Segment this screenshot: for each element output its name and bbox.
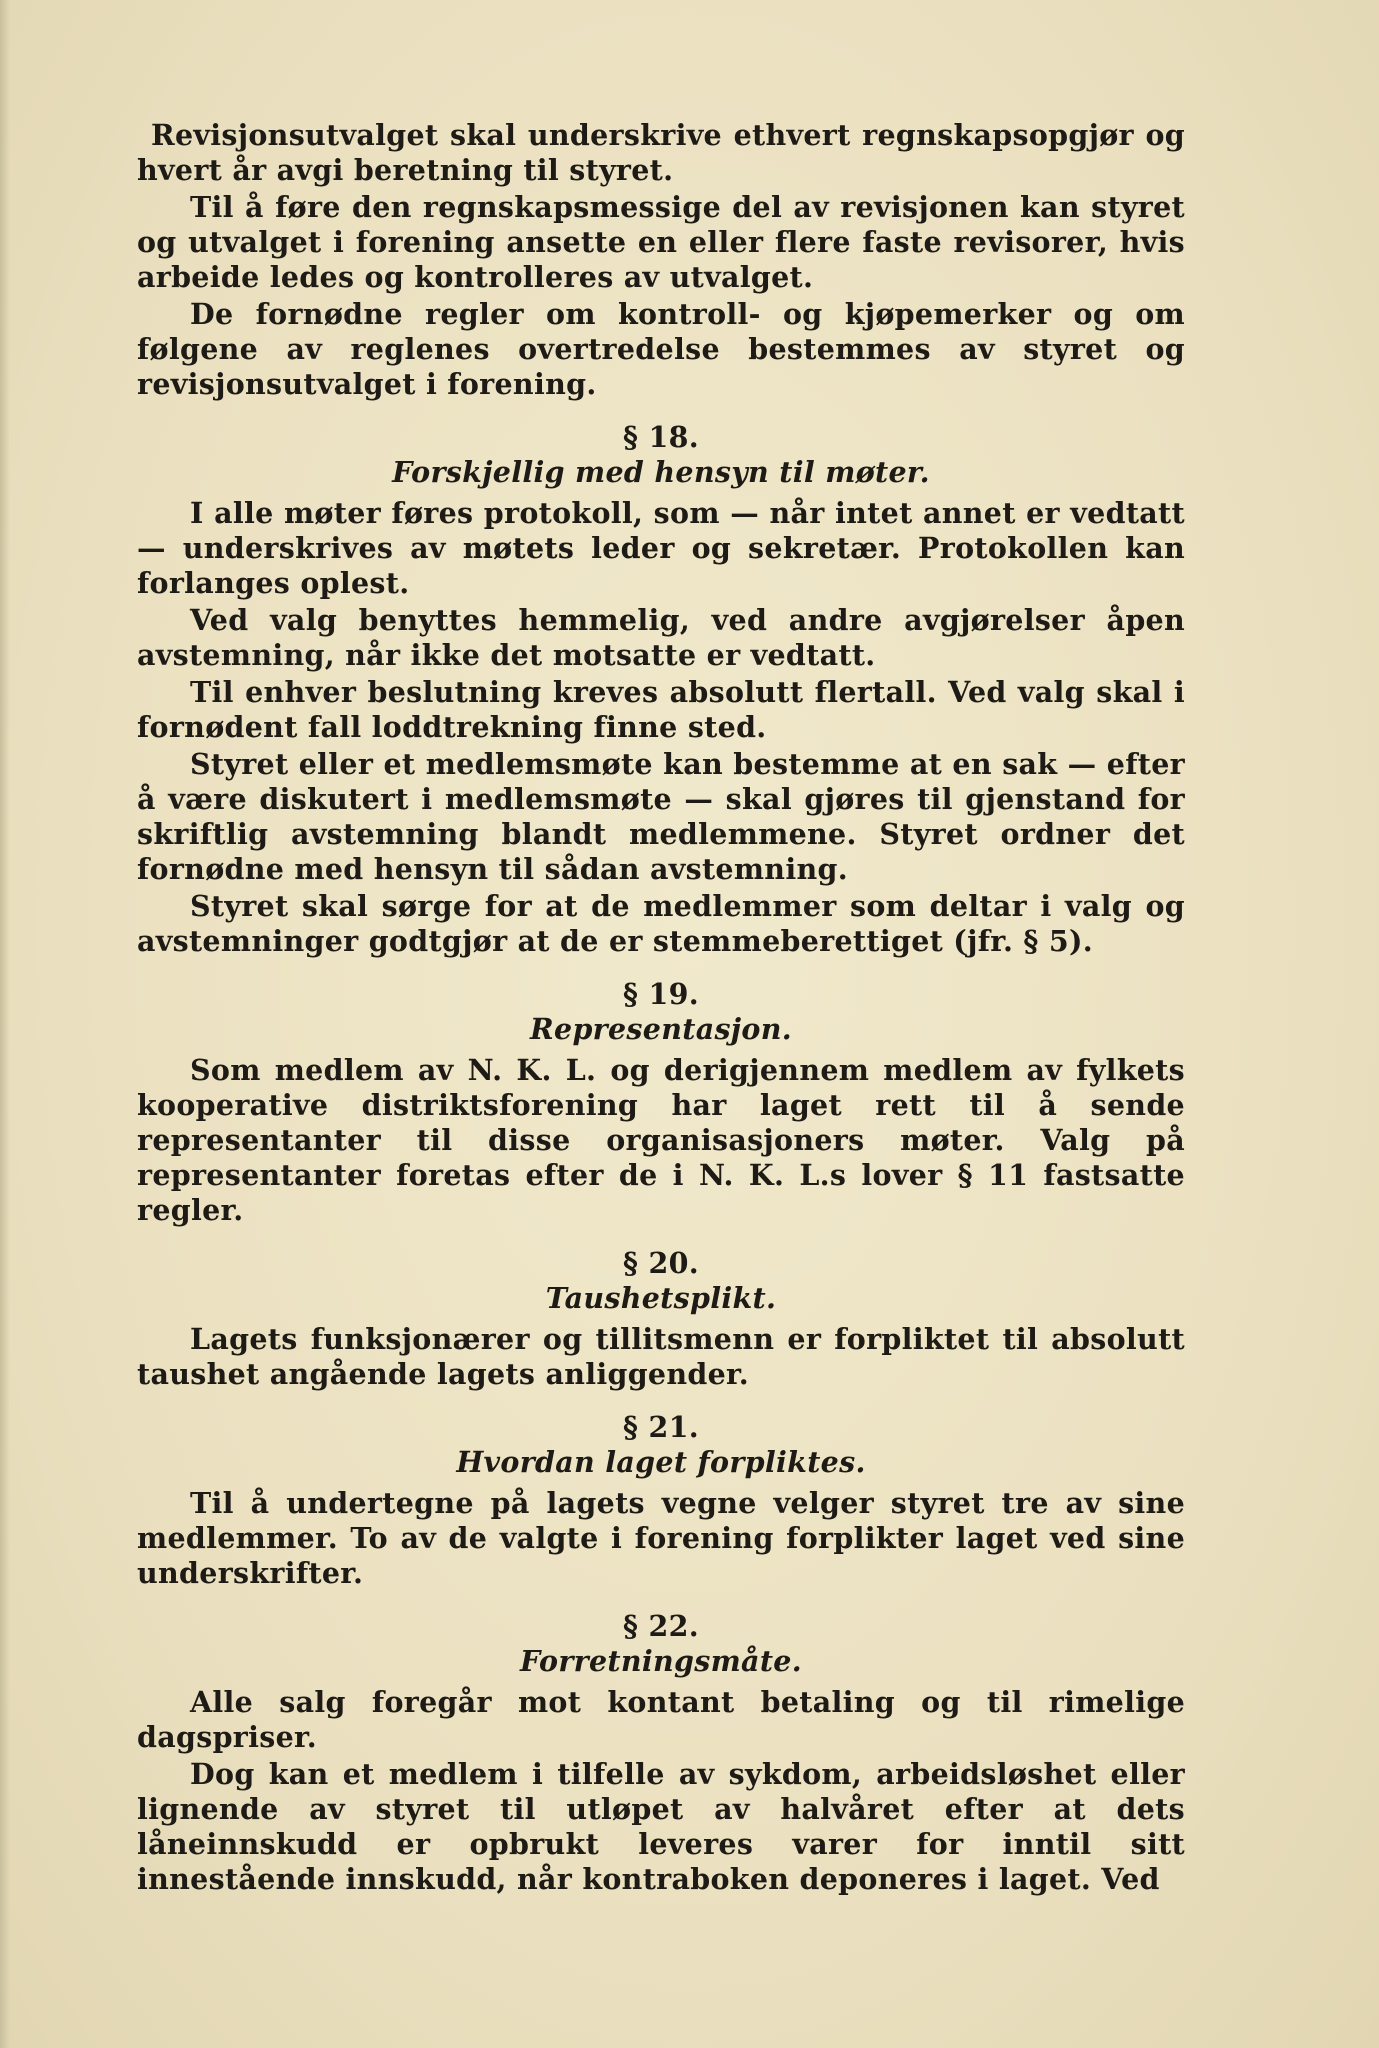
page-edge-shadow — [0, 0, 10, 2048]
section-18-title: Forskjellig med hensyn til møter. — [392, 455, 930, 489]
section-22-paragraph-2: Dog kan et medlem i tilfelle av sykdom, arbeidsløshet eller lignende av styret til utløpet av halvåret efter at dets låneinnskudd er opbrukt leveres varer for inntil sitt innestående innskudd, når kontraboken deponeres i laget. Ved — [137, 1757, 1185, 1896]
section-21-paragraph-1: Til å undertegne på lagets vegne velger styret tre av sine medlemmer. To av de valgte i forening forplikter laget ved sine underskrifter. — [137, 1486, 1185, 1590]
section-18-paragraph-4: Styret eller et medlemsmøte kan bestemme at en sak — efter å være diskutert i medlemsmøte — skal gjøres til gjenstand for skriftlig avstemning blandt medlemmene. Styret ordner det fornødne med hensyn til sådan avstemning. — [137, 747, 1185, 886]
section-22-title: Forretningsmåte. — [520, 1644, 802, 1678]
section-21-title: Hvordan laget forpliktes. — [456, 1445, 866, 1479]
intro-paragraph-1: Revisjonsutvalget skal underskrive ethvert regnskapsopgjør og hvert år avgi beretning til styret. — [137, 118, 1185, 187]
section-21-number: § 21. — [623, 1410, 699, 1444]
intro-paragraph-3: De fornødne regler om kontroll- og kjøpemerker og om følgene av reglenes overtredelse bestemmes av styret og revisjonsutvalget i forening. — [137, 297, 1185, 401]
section-20-title: Taushetsplikt. — [545, 1281, 777, 1315]
section-18-number: § 18. — [623, 420, 699, 454]
section-18-paragraph-3: Til enhver beslutning kreves absolutt flertall. Ved valg skal i fornødent fall loddtrekning finne sted. — [137, 675, 1185, 744]
section-20-paragraph-1: Lagets funksjonærer og tillitsmenn er forpliktet til absolutt taushet angående lagets anliggender. — [137, 1322, 1185, 1391]
section-18-paragraph-5: Styret skal sørge for at de medlemmer som deltar i valg og avstemninger godtgjør at de er stemmeberettiget (jfr. § 5). — [137, 889, 1185, 958]
section-19-title: Representasjon. — [530, 1012, 792, 1046]
section-19-paragraph-1: Som medlem av N. K. L. og derigjennem medlem av fylkets kooperative distriktsforening har laget rett til å sende representanter til disse organisasjoners møter. Valg på representanter foretas efter de i N. K. L.s lover § 11 fastsatte regler. — [137, 1053, 1185, 1227]
page-text — [137, 118, 1185, 1899]
section-18-paragraph-1: I alle møter føres protokoll, som — når intet annet er vedtatt — underskrives av møtets leder og sekretær. Protokollen kan forlanges oplest. — [137, 496, 1185, 600]
section-22-paragraph-1: Alle salg foregår mot kontant betaling og til rimelige dagspriser. — [137, 1685, 1185, 1754]
intro-paragraph-2: Til å føre den regnskapsmessige del av revisjonen kan styret og utvalget i forening ansette en eller flere faste revisorer, hvis arbeide ledes og kontrolleres av utvalget. — [137, 190, 1185, 294]
section-22-number: § 22. — [623, 1609, 699, 1643]
section-18-paragraph-2: Ved valg benyttes hemmelig, ved andre avgjørelser åpen avstemning, når ikke det motsatte er vedtatt. — [137, 603, 1185, 672]
section-20-number: § 20. — [623, 1246, 699, 1280]
section-19-number: § 19. — [623, 977, 699, 1011]
